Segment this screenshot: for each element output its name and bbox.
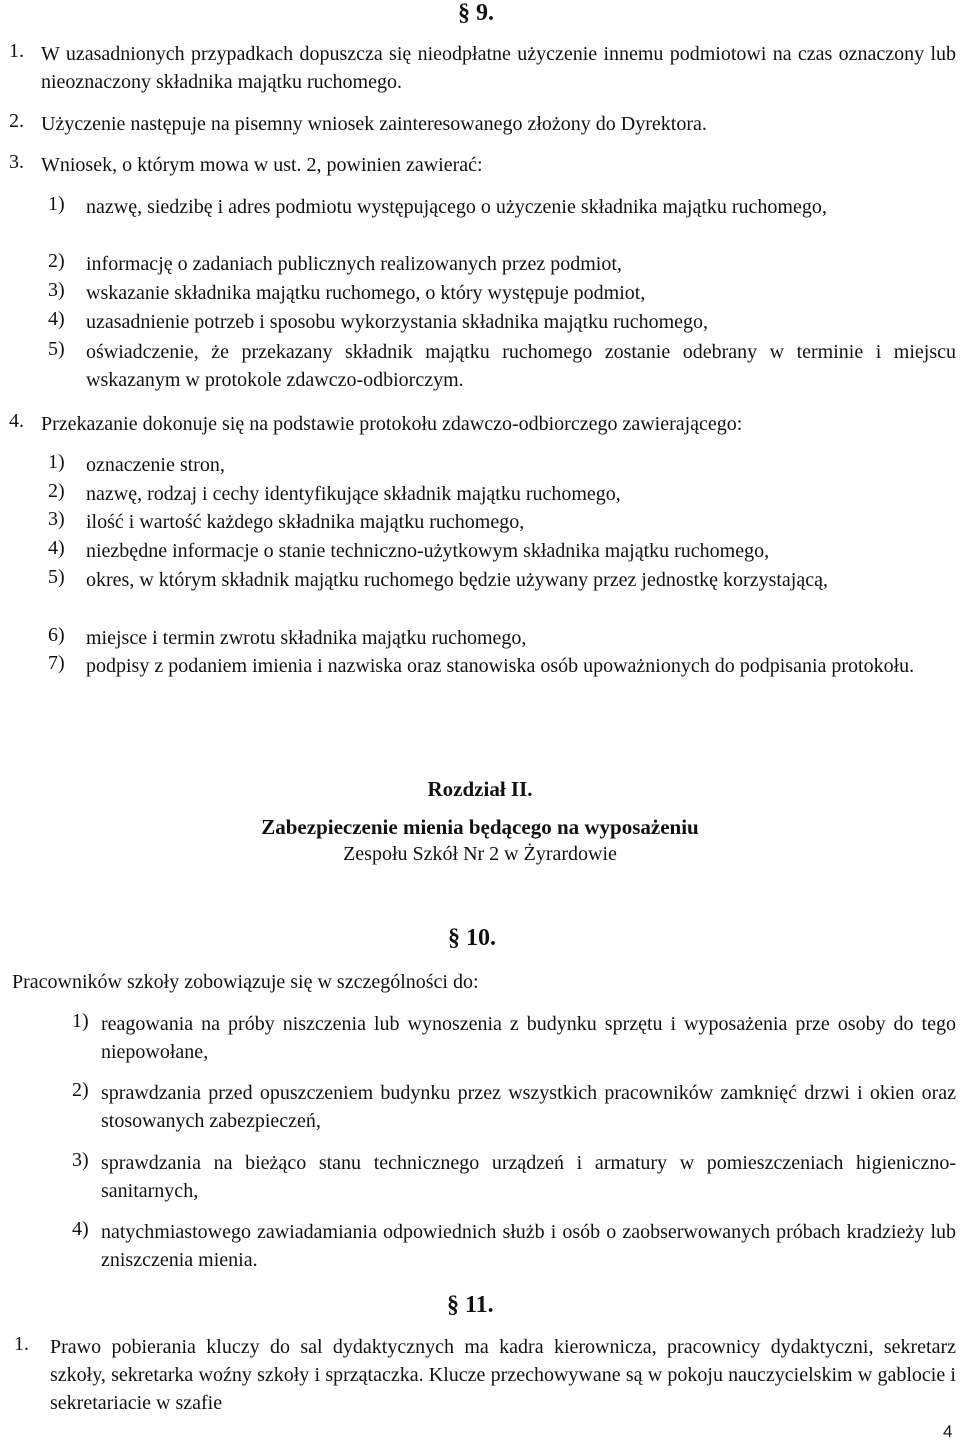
list-item: podpisy z podaniem imienia i nazwiska oraz stanowiska osób upoważnionych do podpisania protokołu. [86,655,915,677]
section-10-heading: § 10. [448,925,496,951]
paragraph-9-4: Przekazanie dokonuje się na podstawie protokołu zdawczo-odbiorczego zawierającego: [41,413,743,435]
list-item: nazwę, rodzaj i cechy identyfikujące składnik majątku ruchomego, [86,483,621,505]
list-item-number: 4) [72,1218,89,1240]
list-item: sprawdzania przed opuszczeniem budynku przez wszystkich pracowników zamknięć drzwi i okien oraz stosowanych zabezpieczeń, [101,1082,956,1132]
list-item: oświadczenie, że przekazany składnik majątku ruchomego zostanie odebrany w terminie i miejscu wskazanym w protokole zdawczo-odbiorczym. [86,341,956,391]
list-item: nazwę, siedzibę i adres podmiotu występującego o użyczenie składnika majątku ruchomego, [86,196,827,218]
list-item: miejsce i termin zwrotu składnika majątku ruchomego, [86,627,527,649]
paragraph-number: 1. [9,40,24,62]
list-item-number: 4) [48,308,65,330]
list-item-number: 5) [48,566,65,588]
list-item: natychmiastowego zawiadamiania odpowiednich służb i osób o zaobserwowanych próbach kradzieży lub zniszczenia mienia. [101,1221,956,1271]
list-item: sprawdzania na bieżąco stanu technicznego urządzeń i armatury w pomieszczeniach higieniczno-sanitarnych, [101,1152,956,1202]
list-item-number: 2) [72,1079,89,1101]
list-item-number: 7) [48,652,65,674]
list-item-number: 1) [48,193,65,215]
list-item: uzasadnienie potrzeb i sposobu wykorzystania składnika majątku ruchomego, [86,311,709,333]
paragraph-11-1: Prawo pobierania kluczy do sal dydaktycznych ma kadra kierownicza, pracownicy dydaktyczni, sekretarz szkoły, sekretarka woźny szkoły i sprzątaczka. Klucze przechowywane są w pokoju nauczycielskim w gablocie i sekretariacie w szafie [50,1336,956,1414]
list-item: okres, w którym składnik majątku ruchomego będzie używany przez jednostkę korzystającą, [86,569,828,591]
list-item: reagowania na próby niszczenia lub wynoszenia z budynku sprzętu i wyposażenia prze osoby do tego niepowołane, [101,1013,956,1063]
paragraph-number: 4. [9,410,24,432]
paragraph-number: 2. [9,110,24,132]
paragraph-number: 3. [9,151,24,173]
list-item: informację o zadaniach publicznych realizowanych przez podmiot, [86,253,622,275]
section-9-heading: § 9. [458,0,494,26]
paragraph-9-3: Wniosek, o którym mowa w ust. 2, powinien zawierać: [41,154,483,176]
list-item-number: 1) [72,1010,89,1032]
list-item-number: 2) [48,480,65,502]
chapter-title: Rozdział II. [427,777,533,801]
chapter-subtitle: Zabezpieczenie mienia będącego na wyposażeniu [261,815,699,839]
list-item: wskazanie składnika majątku ruchomego, o który występuje podmiot, [86,282,646,304]
list-item-number: 3) [48,508,65,530]
list-item: niezbędne informacje o stanie techniczno-użytkowym składnika majątku ruchomego, [86,540,770,562]
list-item-number: 4) [48,537,65,559]
list-item: ilość i wartość każdego składnika majątku ruchomego, [86,511,525,533]
paragraph-9-1: W uzasadnionych przypadkach dopuszcza się nieodpłatne użyczenie innemu podmiotowi na czas oznaczony lub nieoznaczony składnika majątku ruchomego. [41,43,956,93]
paragraph-9-2: Użyczenie następuje na pisemny wniosek zainteresowanego złożony do Dyrektora. [41,113,707,135]
list-item-number: 3) [48,279,65,301]
paragraph-number: 1. [14,1333,29,1355]
list-item: oznaczenie stron, [86,454,225,476]
chapter-institution: Zespołu Szkół Nr 2 w Żyrardowie [343,843,617,865]
list-item-number: 5) [48,338,65,360]
list-item-number: 2) [48,250,65,272]
list-item-number: 1) [48,451,65,473]
list-item-number: 6) [48,624,65,646]
section-10-intro: Pracowników szkoły zobowiązuje się w szczególności do: [12,971,479,993]
list-item-number: 3) [72,1149,89,1171]
section-11-heading: § 11. [447,1292,494,1318]
page-number: 4 [943,1422,953,1441]
